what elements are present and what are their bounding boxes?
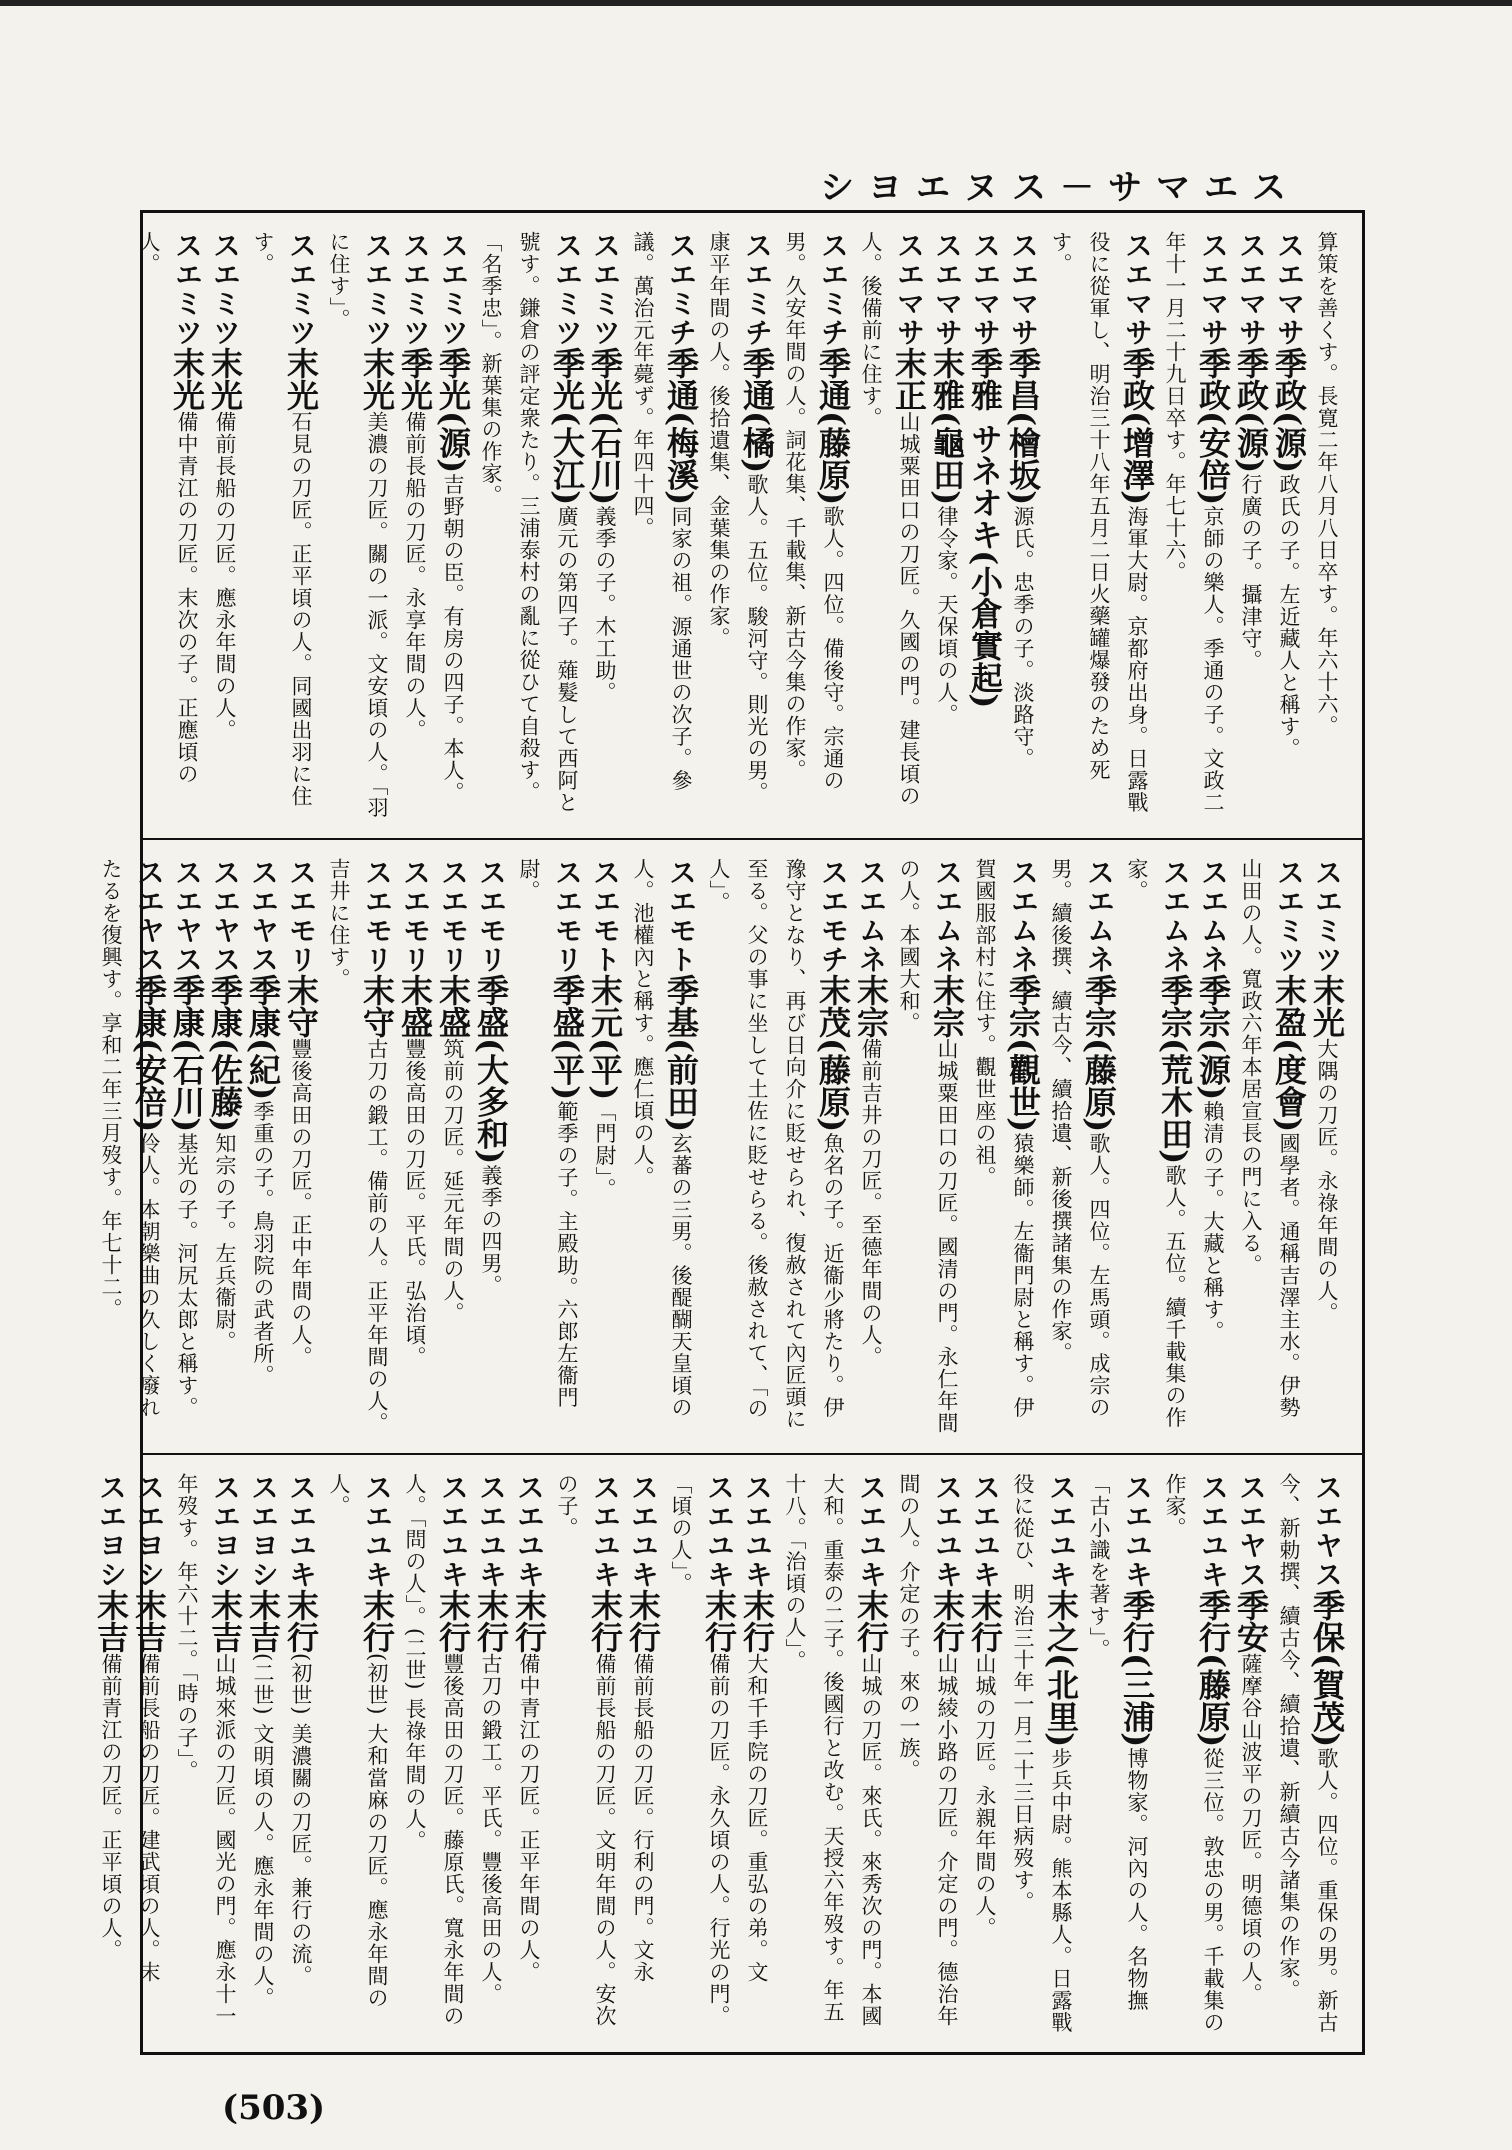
entry-text: 備前長船の刀匠。文明年間の人。安次の子。: [555, 1473, 617, 2027]
entry-reading: スエユキ: [1045, 1473, 1078, 1589]
entry-name: 季盛(大多和): [472, 974, 510, 1165]
entry-name: 季康(佐藤): [206, 974, 244, 1133]
entry-reading: スエミツ: [589, 231, 622, 347]
entry-reading: スエヤス: [209, 858, 242, 974]
dictionary-entry: [472, 231, 586, 820]
dictionary-entry: [130, 1473, 168, 2034]
entry-text: 義季の四男。: [479, 1164, 503, 1297]
entry-reading: スエミツ: [285, 231, 318, 347]
entry-text: 歌人。五位。續千載集の作家。: [1125, 858, 1187, 1429]
entry-reading: スエマサ: [1007, 231, 1040, 347]
entry-text: 歌人。五位。駿河守。則光の男。康平年間の人。後拾遺集、金葉集の作家。: [707, 231, 769, 804]
entry-name: 季康(安倍): [130, 974, 168, 1133]
dictionary-entry: [1270, 1473, 1346, 2034]
entry-reading: スエモリ: [475, 858, 508, 974]
entry-text: 賴清の子。大藏と稱す。: [1201, 1100, 1225, 1343]
entry-text: 大和千手院の刀匠。重弘の弟。文: [745, 1653, 769, 1983]
entry-reading: スエヨシ: [133, 1473, 166, 1589]
entry-name: 末守: [358, 974, 396, 1038]
entry-reading: スエユキ: [855, 1473, 888, 1589]
dictionary-entry: [1232, 858, 1308, 1435]
running-head: シヨエヌス－サマエス: [820, 168, 1300, 208]
entry-text: 吉野朝の臣。有房の四子。本人。: [441, 473, 465, 804]
dictionary-entry: [890, 1473, 966, 2034]
entry-text: 廣元の第四子。薙髮して西阿と號す。鎌倉の評定衆たり。三浦泰村の亂に從ひて自殺す。「名季忠」。新葉集の作家。: [479, 231, 579, 814]
entry-reading: スエミチ: [741, 231, 774, 347]
entry-reading: スエユキ: [627, 1473, 660, 1589]
entry-name: 末光: [1308, 974, 1346, 1038]
dictionary-entry: [396, 1473, 472, 2034]
entry-name: 末行: [586, 1589, 624, 1653]
dictionary-entry: [320, 231, 396, 820]
dictionary-entry: [206, 858, 244, 1435]
entry-reading: スエヨシ: [209, 1473, 242, 1589]
entry-reading: スエミチ: [817, 231, 850, 347]
entry-reading: スエモリ: [361, 858, 394, 974]
entry-text: 基光の子。河尻太郎と稱す。: [175, 1132, 199, 1419]
dictionary-entry: [662, 1473, 738, 2034]
entry-name: 末元(平): [586, 974, 624, 1101]
entry-text: 猿樂師。左衞門尉と稱す。伊賀國服部村に住す。觀世座の祖。: [973, 858, 1035, 1419]
entry-reading: スエモト: [665, 858, 698, 974]
entry-reading: スエムネ: [1197, 858, 1230, 974]
dictionary-entry: [1232, 1473, 1270, 2034]
entry-reading: スエモト: [589, 858, 622, 974]
entry-text: 豐後高田の刀匠。藤原氏。寬永年間の人。「問の人」。(二世) 長祿年間の人。: [403, 1473, 465, 2027]
entry-name: 季政(源): [1232, 347, 1270, 474]
entry-text: 歌人。四位。重保の男。新古今、新勅撰、續古今、續拾遺、新續古今諸集の作家。: [1277, 1473, 1339, 2034]
entry-reading: スエムネ: [1159, 858, 1192, 974]
entry-text: 備前長船の刀匠。建武頃の人。末: [137, 1653, 161, 1983]
entry-name: 季行(藤原): [1194, 1589, 1232, 1748]
dictionary-entry: [700, 858, 852, 1435]
entry-text: 步兵中尉。熊本縣人。日露戰役に從ひ、明治三十年一月二十三日病歿す。: [1011, 1473, 1073, 2034]
entry-name: 季通(梅溪): [662, 347, 700, 506]
dictionary-entry: [624, 858, 700, 1435]
entry-text: 知宗の子。左兵衞尉。: [213, 1132, 237, 1353]
entry-reading: スエヤス: [133, 858, 166, 974]
entry-reading: スエユキ: [1121, 1473, 1154, 1589]
dictionary-entry: [92, 858, 168, 1435]
dictionary-entry: [852, 858, 890, 1435]
page-number: (503): [222, 2088, 326, 2128]
entry-reading: スエミチ: [665, 231, 698, 347]
entry-name: 末盛: [434, 974, 472, 1038]
entry-text: 備前青江の刀匠。正平頃の人。: [99, 1653, 123, 1961]
entry-text: 同家の祖。源通世の次子。參議。萬治元年薨ず。年四十四。: [631, 231, 693, 792]
entry-reading: スエモチ: [817, 858, 850, 974]
entry-text: (初世) 美濃關の刀匠。兼行の流。: [289, 1653, 313, 1988]
entry-name: 末行: [358, 1589, 396, 1653]
entry-reading: スエヤス: [247, 858, 280, 974]
dictionary-entry: [1194, 858, 1232, 1435]
dictionary-entry: [624, 231, 700, 820]
entry-reading: スエユキ: [513, 1473, 546, 1589]
entry-text: 從三位。敦忠の男。千載集の作家。: [1163, 1473, 1225, 2034]
dictionary-entry: [966, 858, 1042, 1435]
entry-reading: スエモリ: [285, 858, 318, 974]
entry-reading: スエユキ: [475, 1473, 508, 1589]
dictionary-entry: [320, 858, 396, 1435]
entry-name: 末行: [928, 1589, 966, 1653]
entry-text: 備中青江の刀匠。正平年間の人。: [517, 1653, 541, 1983]
entry-reading: スエマサ: [1235, 231, 1268, 347]
entry-name: 末守: [282, 974, 320, 1038]
entry-name: 季宗(荒木田): [1156, 974, 1194, 1165]
dictionary-frame: [92, 210, 1365, 2055]
entry-name: 末光: [168, 347, 206, 411]
entry-name: 季盛(平): [548, 974, 586, 1101]
dictionary-entry: [776, 1473, 890, 2034]
entry-text: 算策を善くす。長寛二年八月八日卒す。年六十六。: [1315, 231, 1339, 737]
entry-name: 末光: [282, 347, 320, 411]
entry-text: 山城綾小路の刀匠。介定の門。德治年間の人。介定の子。來の一族。: [897, 1473, 959, 2027]
dictionary-entry: [1156, 231, 1232, 820]
entry-name: 季政(安倍): [1194, 347, 1232, 506]
entry-text: 歌人。四位。備後守。宗通の男。久安年間の人。詞花集、千載集、新古今集の作家。: [783, 231, 845, 792]
entry-name: 末宗: [852, 974, 890, 1038]
entry-text: 備中青江の刀匠。末次の子。正應頃の人。: [137, 231, 199, 785]
dictionary-entry: [130, 231, 206, 820]
entry-reading: スエユキ: [969, 1473, 1002, 1589]
entry-reading: スエマサ: [969, 231, 1002, 347]
entry-name: 季宗(觀世): [1004, 974, 1042, 1133]
entry-name: 季通(藤原): [814, 347, 852, 506]
entry-name: 末吉: [244, 1589, 282, 1653]
entry-name: 末光: [206, 347, 244, 411]
entry-reading: スエモリ: [551, 858, 584, 974]
entry-name: 末盛: [396, 974, 434, 1038]
dictionary-entry: [1080, 1473, 1156, 2034]
top-border-line: [0, 0, 1512, 6]
entry-reading: スエマサ: [1121, 231, 1154, 347]
entry-text: 歌人。四位。左馬頭。成宗の男。續後撰、續古今、續拾遺、新後撰諸集の作家。: [1049, 858, 1111, 1419]
entry-reading: スエムネ: [1007, 858, 1040, 974]
dictionary-entry: [1308, 858, 1346, 1435]
entry-reading: スエムネ: [1083, 858, 1116, 974]
entry-text: 備前長船の刀匠。永享年間の人。: [403, 411, 427, 741]
dictionary-entry: [510, 1473, 548, 2034]
dictionary-entry: [320, 1473, 396, 2034]
entry-text: 豐後高田の刀匠。正中年間の人。: [289, 1038, 313, 1368]
dictionary-entry: [700, 231, 776, 820]
section-top: [137, 213, 1362, 838]
entry-reading: スエミツ: [209, 231, 242, 347]
entry-text: 備前の刀匠。永久頃の人。行光の門。「頃の人」。: [669, 1473, 731, 2027]
entry-name: 季昌(檜坂): [1004, 347, 1042, 506]
entry-name: 末行: [434, 1589, 472, 1653]
entry-text: 海軍大尉。京都府出身。日露戰役に從軍し、明治三十八年五月二日火藥罐爆發のため死す。: [1049, 231, 1149, 814]
entry-name: 末行: [624, 1589, 662, 1653]
entry-text: 古刀の鍛工。備前の人。正平年間の人。吉井に住す。: [327, 858, 389, 1434]
entry-text: 備前吉井の刀匠。至德年間の人。: [859, 1038, 883, 1368]
entry-reading: スエユキ: [361, 1473, 394, 1589]
entry-name: 末吉: [92, 1589, 130, 1653]
entry-text: 行廣の子。攝津守。: [1239, 473, 1263, 672]
entry-reading: スエヤス: [1235, 1473, 1268, 1589]
entry-reading: スエユキ: [741, 1473, 774, 1589]
dictionary-entry: [434, 231, 472, 820]
entry-name: 末茂(藤原): [814, 974, 852, 1133]
entry-text: 備前長船の刀匠。行利の門。文永: [631, 1653, 655, 1983]
entry-name: 末吉: [130, 1589, 168, 1653]
entry-reading: スエマサ: [893, 231, 926, 347]
entry-name: 季通(橘): [738, 347, 776, 474]
entry-name: 末行: [510, 1589, 548, 1653]
dictionary-entry: [586, 231, 624, 820]
entry-name: 末行: [700, 1589, 738, 1653]
entry-reading: スエユキ: [703, 1473, 736, 1589]
dictionary-entry: [928, 231, 966, 820]
dictionary-entry: [1232, 231, 1270, 820]
entry-name: 末之(北里): [1042, 1589, 1080, 1748]
entry-text: 山城粟田口の刀匠。國清の門。永仁年間の人。本國大和。: [897, 858, 959, 1434]
section-middle: [99, 838, 1362, 1453]
entry-reading: スエミツ: [1273, 858, 1306, 974]
entry-reading: スエユキ: [589, 1473, 622, 1589]
entry-text: 石見の刀匠。正平頃の人。同國出羽に住す。: [251, 231, 313, 807]
entry-reading: スエミツ: [551, 231, 584, 347]
dictionary-entry: [244, 858, 282, 1435]
entry-text: 季重の子。鳥羽院の武者所。: [251, 1100, 275, 1387]
entry-text: (初世) 大和當麻の刀匠。應永年間の人。: [327, 1473, 389, 2010]
entry-name: 季安: [1232, 1589, 1270, 1653]
entry-name: 季光(源): [434, 347, 472, 474]
dictionary-entry: [396, 858, 434, 1435]
entry-text: 伶人。本朝樂曲の久しく廢れたるを復興す。享和二年三月歿す。年七十二。: [99, 858, 161, 1419]
entry-reading: スエミツ: [399, 231, 432, 347]
entry-reading: スエムネ: [855, 858, 888, 974]
entry-text: 京師の樂人。季通の子。文政二年十一月二十九日卒す。年七十六。: [1163, 231, 1225, 814]
entry-reading: スエミツ: [361, 231, 394, 347]
entry-text: 美濃の刀匠。關の一派。文安頃の人。「羽に住す」。: [327, 231, 389, 819]
entry-text: 山城來派の刀匠。國光の門。應永十一年歿す。年六十二。「時の子」。: [175, 1473, 237, 2027]
dictionary-entry: [472, 1473, 510, 2034]
dictionary-entry: [966, 231, 1004, 820]
dictionary-entry: [890, 858, 966, 1435]
entry-text: 古刀の鍛工。平氏。豐後高田の人。: [479, 1653, 503, 2005]
entry-reading: スエミツ: [1311, 858, 1344, 974]
dictionary-entry: [738, 1473, 776, 2034]
entry-text: 山城の刀匠。永親年間の人。: [973, 1653, 997, 1939]
entry-name: 末盈(度會): [1270, 974, 1308, 1133]
section-bottom: [92, 1453, 1362, 2052]
entry-name: 季光(大江): [548, 347, 586, 506]
entry-name: 末光: [358, 347, 396, 411]
entry-text: 薩摩谷山波平の刀匠。明德頃の人。: [1239, 1653, 1263, 2005]
dictionary-entry: [586, 858, 624, 1435]
entry-reading: スエミツ: [171, 231, 204, 347]
entry-name: 末行: [472, 1589, 510, 1653]
entry-text: 博物家。河內の人。名物撫「古小識を著す」。: [1087, 1473, 1149, 2012]
entry-reading: スエユキ: [931, 1473, 964, 1589]
entry-reading: スエヨシ: [95, 1473, 128, 1589]
dictionary-entry: [1270, 231, 1308, 820]
dictionary-entry: [282, 858, 320, 1435]
dictionary-entry: [244, 1473, 282, 2034]
dictionary-entry: [548, 1473, 624, 2034]
entry-text: 玄蕃の三男。後醍醐天皇頃の人。池權內と稱す。應仁頃の人。: [631, 858, 693, 1419]
entry-reading: スエユキ: [437, 1473, 470, 1589]
entry-text: 義季の子。木工助。: [593, 505, 617, 704]
dictionary-entry: [472, 858, 510, 1435]
entry-name: 季光(石川): [586, 347, 624, 506]
entry-text: 備前長船の刀匠。應永年間の人。: [213, 411, 237, 741]
entry-name: 季行(三浦): [1118, 1589, 1156, 1748]
dictionary-entry: [1118, 858, 1194, 1435]
entry-reading: スエモリ: [399, 858, 432, 974]
entry-name: 季康(紀): [244, 974, 282, 1101]
entry-reading: スエユキ: [285, 1473, 318, 1589]
entry-text: 大隅の刀匠。永祿年間の人。: [1315, 1038, 1339, 1324]
entry-name: 季雅 サネオキ(小倉實起): [966, 347, 1004, 709]
entry-name: 季基(前田): [662, 974, 700, 1133]
entry-name: 末行: [738, 1589, 776, 1653]
dictionary-entry: [282, 1473, 320, 2034]
entry-name: 季宗(源): [1194, 974, 1232, 1101]
entry-reading: スエヤス: [171, 858, 204, 974]
dictionary-entry: [1004, 1473, 1080, 2034]
entry-reading: スエヤス: [1311, 1473, 1344, 1589]
dictionary-entry: [1042, 231, 1156, 820]
entry-name: 季政(增澤): [1118, 347, 1156, 506]
dictionary-entry: [624, 1473, 662, 2034]
entry-name: 末吉: [206, 1589, 244, 1653]
entry-name: 季宗(藤原): [1080, 974, 1118, 1133]
entry-text: 筑前の刀匠。延元年間の人。: [441, 1038, 465, 1324]
entry-text: 源氏。忠季の子。淡路守。: [1011, 505, 1035, 770]
dictionary-entry: [510, 858, 586, 1435]
entry-reading: スエミツ: [437, 231, 470, 347]
entry-name: 末行: [282, 1589, 320, 1653]
entry-text: (二世) 文明頃の人。應永年間の人。: [251, 1653, 275, 2010]
dictionary-entry: [244, 231, 320, 820]
entry-text: 山城粟田口の刀匠。久國の門。建長頃の人。後備前に住す。: [859, 231, 921, 807]
entry-reading: スエムネ: [931, 858, 964, 974]
entry-text: 豐後高田の刀匠。平氏。弘治頃。: [403, 1038, 427, 1368]
entry-text: 範季の子。主殿助。六郎左衞門尉。: [517, 858, 579, 1409]
dictionary-entry: [396, 231, 434, 820]
entry-reading: スエユキ: [1197, 1473, 1230, 1589]
entry-name: 末正: [890, 347, 928, 411]
entry-name: 季康(石川): [168, 974, 206, 1133]
entry-reading: スエヨシ: [247, 1473, 280, 1589]
entry-name: 末宗: [928, 974, 966, 1038]
dictionary-entry: [852, 231, 928, 820]
entry-name: 季保(賀茂): [1308, 1589, 1346, 1748]
entry-text: 政氏の子。左近藏人と稱す。: [1277, 473, 1301, 760]
dictionary-entry: [776, 231, 852, 820]
dictionary-entry: [1156, 1473, 1232, 2034]
entry-text: 魚名の子。近衞少將たり。伊豫守となり、再び日向介に貶せられ、復赦されて內匠頭に至る。父の事に坐して土佐に貶せらる。後赦されて、「の人」。: [707, 858, 845, 1430]
dictionary-entry: [1042, 858, 1118, 1435]
dictionary-entry: [966, 1473, 1004, 2034]
entry-name: 末行: [966, 1589, 1004, 1653]
entry-text: 山城の刀匠。來氏。來秀次の門。本國大和。重泰の二子。後國行と改む。天授六年歿す。年五十八。「治頃の人」。: [783, 1473, 883, 2027]
dictionary-entry: [168, 858, 206, 1435]
dictionary-entry: [92, 1473, 130, 2034]
dictionary-entry: [206, 231, 244, 820]
dictionary-entry: [1004, 231, 1042, 820]
entry-name: 末行: [852, 1589, 890, 1653]
entry-text: 律令家。天保頃の人。: [935, 505, 959, 726]
dictionary-entry: [434, 858, 472, 1435]
entry-reading: スエマサ: [1273, 231, 1306, 347]
dictionary-entry: [168, 1473, 244, 2034]
entry-reading: スエマサ: [931, 231, 964, 347]
dictionary-entry: [1308, 231, 1346, 820]
entry-reading: スエモリ: [437, 858, 470, 974]
entry-name: 末雅(龜田): [928, 347, 966, 506]
entry-reading: スエマサ: [1197, 231, 1230, 347]
entry-text: 「門尉」。: [593, 1100, 617, 1200]
entry-text: 國學者。通稱吉澤主水。伊勢山田の人。寬政六年本居宣長の門に入る。: [1239, 858, 1301, 1419]
entry-name: 季政(源): [1270, 347, 1308, 474]
entry-name: 季光: [396, 347, 434, 411]
